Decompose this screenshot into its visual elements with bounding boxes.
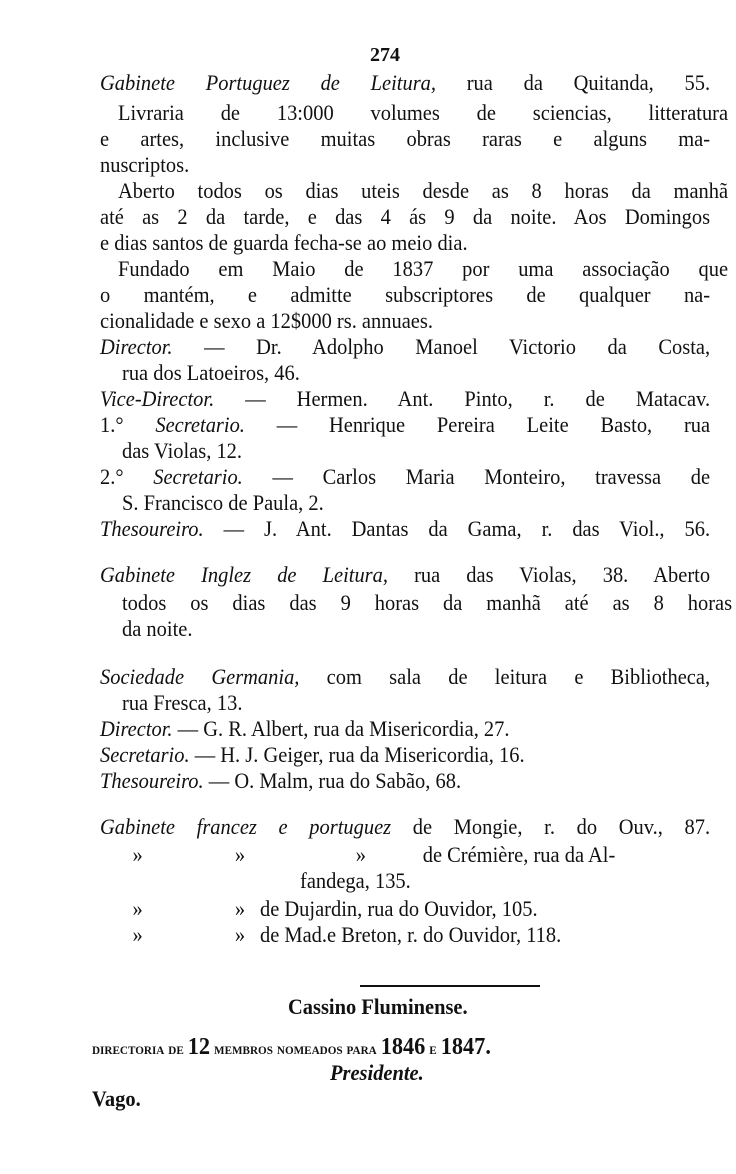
text-line <box>100 716 667 742</box>
italic-heading: Gabinete Inglez de Leitura, <box>100 562 388 587</box>
text-line <box>92 1034 659 1062</box>
text-line <box>100 842 695 868</box>
text-segment: Livraria de 13:000 volumes de sciencias, litteratura <box>118 100 729 125</box>
text-segment: de Crémière, rua da Al- <box>422 842 616 867</box>
text-segment: — Dr. Adolpho Manoel Victorio da Costa, <box>172 334 711 359</box>
text-line <box>100 562 710 588</box>
text-segment: Fundado em Maio de 1837 por uma associação que <box>118 256 729 281</box>
text-segment: » <box>234 922 246 947</box>
text-line <box>122 590 732 616</box>
text-line <box>100 308 667 334</box>
text-line <box>100 742 667 768</box>
text-line <box>92 1086 659 1112</box>
text-segment: Vago. <box>92 1086 141 1111</box>
text-segment: rua das Violas, 38. Aberto <box>387 562 711 587</box>
text-segment: S. Francisco de Paula, 2. <box>122 490 324 515</box>
italic-heading: Sociedade Germania, <box>100 664 300 689</box>
italic-heading: Thesoureiro. <box>100 516 204 541</box>
page-number: 274 <box>370 44 400 66</box>
text-line <box>100 814 710 840</box>
text-segment: 2.° <box>100 464 154 489</box>
text-line <box>122 616 689 642</box>
text-line <box>100 896 695 922</box>
text-segment: — H. J. Geiger, rua da Misericordia, 16. <box>189 742 525 767</box>
text-line <box>100 386 710 412</box>
text-segment: — Hermen. Ant. Pinto, r. de Matacav. <box>214 386 711 411</box>
text-segment: de Dujardin, rua do Ouvidor, 105. <box>259 896 538 921</box>
text-segment: 1847. <box>440 1034 491 1060</box>
text-segment: rua Fresca, 13. <box>122 690 243 715</box>
text-line <box>100 334 710 360</box>
italic-heading: Secretario. <box>155 412 245 437</box>
text-segment: da noite. <box>122 616 193 641</box>
text-segment: — G. R. Albert, rua da Misericordia, 27. <box>172 716 510 741</box>
text-line <box>100 412 710 438</box>
text-line <box>122 438 689 464</box>
text-line <box>118 178 728 204</box>
text-segment: — Henrique Pereira Leite Basto, rua <box>244 412 711 437</box>
text-line <box>118 100 728 126</box>
text-line <box>100 464 710 490</box>
text-line <box>330 1060 736 1086</box>
text-segment: — O. Malm, rua do Sabão, 68. <box>203 768 462 793</box>
text-segment: rua da Quitanda, 55. <box>436 70 711 95</box>
text-segment: e artes, inclusive muitas obras raras e alguns ma- <box>100 126 711 151</box>
text-segment: e dias santos de guarda fecha-se ao meio dia. <box>100 230 468 255</box>
text-line <box>300 868 736 894</box>
text-line <box>118 256 728 282</box>
section-divider <box>360 985 540 987</box>
italic-heading: Gabinete francez e portuguez <box>100 814 392 839</box>
text-segment: nuscriptos. <box>100 152 190 177</box>
text-line <box>100 768 667 794</box>
text-segment: Cassino Fluminense. <box>288 994 468 1019</box>
text-segment: » <box>132 896 143 921</box>
text-line <box>122 490 689 516</box>
text-line <box>100 70 710 96</box>
italic-heading: Gabinete Portuguez de Leitura, <box>100 70 437 95</box>
text-segment: e <box>425 1039 441 1058</box>
text-segment: » <box>355 842 366 867</box>
text-segment: de Mad.e Breton, r. do Ouvidor, 118. <box>259 922 562 947</box>
text-segment: fandega, 135. <box>300 868 411 893</box>
text-line <box>100 516 710 542</box>
italic-heading: Secretario. <box>100 742 190 767</box>
text-segment: todos os dias das 9 horas da manhã até as 8 horas <box>122 590 733 615</box>
text-segment: » <box>132 922 143 947</box>
text-line <box>100 204 710 230</box>
text-segment: de Mongie, r. do Ouv., 87. <box>391 814 711 839</box>
text-line <box>100 126 710 152</box>
text-line <box>100 922 695 948</box>
text-segment: rua dos Latoeiros, 46. <box>122 360 300 385</box>
italic-heading: Thesoureiro. <box>100 768 204 793</box>
text-line <box>288 994 736 1020</box>
text-line <box>100 230 667 256</box>
text-segment: — J. Ant. Dantas da Gama, r. das Viol., 56. <box>203 516 711 541</box>
italic-heading: Vice-Director. <box>100 386 215 411</box>
text-segment: Aberto todos os dias uteis desde as 8 horas da manhã <box>118 178 729 203</box>
text-segment: 1846 <box>380 1034 426 1060</box>
italic-heading: Presidente. <box>330 1060 424 1085</box>
italic-heading: Director. <box>100 716 173 741</box>
italic-heading: Secretario. <box>153 464 243 489</box>
text-segment: » <box>234 896 246 921</box>
text-segment: o mantém, e admitte subscriptores de qualquer na- <box>100 282 711 307</box>
text-segment: 1.° <box>100 412 156 437</box>
text-segment: — Carlos Maria Monteiro, travessa de <box>242 464 711 489</box>
text-segment: com sala de leitura e Bibliotheca, <box>299 664 711 689</box>
text-segment: directoria de <box>92 1039 188 1058</box>
text-line <box>100 282 710 308</box>
text-segment: até as 2 da tarde, e das 4 ás 9 da noite. Aos Domingos <box>100 204 711 229</box>
text-segment: » <box>132 842 143 867</box>
text-segment: cionalidade e sexo a 12$000 rs. annuaes. <box>100 308 433 333</box>
text-segment: » <box>234 842 246 867</box>
text-line <box>122 690 689 716</box>
italic-heading: Director. <box>100 334 173 359</box>
text-line <box>100 664 710 690</box>
text-segment: das Violas, 12. <box>122 438 243 463</box>
text-segment: 12 <box>187 1034 211 1060</box>
text-line <box>122 360 689 386</box>
text-segment: membros nomeados para <box>210 1039 381 1058</box>
text-line <box>100 152 667 178</box>
